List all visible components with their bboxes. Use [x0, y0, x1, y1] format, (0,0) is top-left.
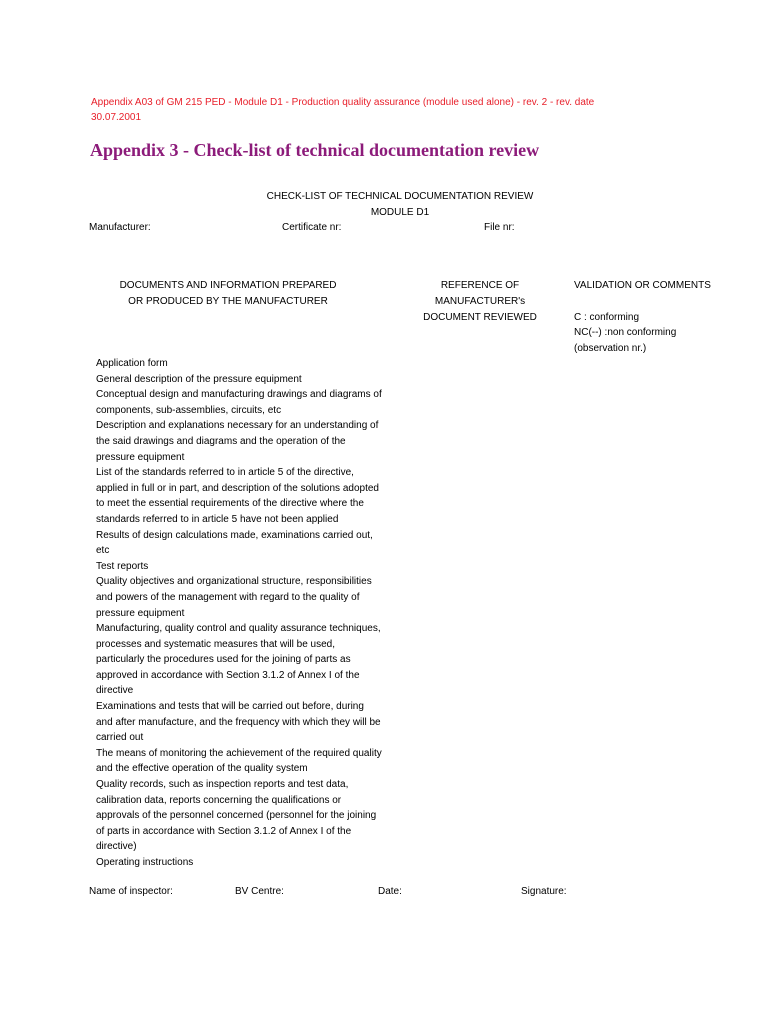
file-label: File nr: — [484, 222, 515, 233]
document-line: General description of the pressure equipment — [96, 373, 302, 385]
page-title: Appendix 3 - Check-list of technical documentation review — [90, 140, 540, 160]
document-line: etc — [96, 545, 110, 557]
date-label: Date: — [378, 886, 402, 897]
documents-header-line-2: OR PRODUCED BY THE MANUFACTURER — [128, 296, 328, 307]
documents-header-line-1: DOCUMENTS AND INFORMATION PREPARED — [119, 280, 337, 291]
document-line: Application form — [96, 358, 168, 369]
document-line: carried out — [96, 732, 144, 744]
signature-label: Signature: — [521, 886, 567, 897]
document-line: directive) — [96, 841, 137, 853]
validation-non-conforming: NC(--) :non conforming — [574, 327, 677, 338]
validation-conforming: C : conforming — [574, 312, 640, 323]
header-line-2: 30.07.2001 — [91, 112, 142, 123]
document-line: and the effective operation of the quality system — [96, 763, 308, 775]
document-line: The means of monitoring the achievement of the required quality — [96, 747, 382, 759]
document-line: Quality objectives and organizational structure, responsibilities — [96, 576, 372, 588]
inspector-label: Name of inspector: — [89, 886, 173, 897]
document-line: Results of design calculations made, examinations carried out, — [96, 529, 373, 541]
document-line: Test reports — [96, 560, 149, 572]
document-line: directive — [96, 685, 134, 697]
subtitle-line-2: MODULE D1 — [370, 207, 430, 218]
document-line: pressure equipment — [96, 607, 185, 619]
document-line: to meet the essential requirements of the directive where the — [96, 498, 364, 510]
manufacturer-label: Manufacturer: — [89, 222, 151, 233]
document-line: calibration data, reports concerning the qualifications or — [96, 794, 342, 806]
header-line-1: Appendix A03 of GM 215 PED - Module D1 - Production quality assurance (module used alone) - rev. 2 - rev. date — [91, 97, 595, 108]
bv-centre-label: BV Centre: — [235, 886, 284, 897]
document-line: the said drawings and diagrams and the operation of the — [96, 435, 346, 447]
document-line: Conceptual design and manufacturing drawings and diagrams of — [96, 389, 382, 401]
subtitle-line-1: CHECK-LIST OF TECHNICAL DOCUMENTATION REVIEW — [266, 191, 534, 202]
document-line: standards referred to in article 5 have not been applied — [96, 513, 339, 525]
document-line: pressure equipment — [96, 451, 185, 463]
reference-header-line-1: REFERENCE OF — [440, 280, 520, 291]
document-line: Examinations and tests that will be carried out before, during — [96, 701, 364, 713]
document-line: Manufacturing, quality control and quality assurance techniques, — [96, 623, 381, 635]
certificate-label: Certificate nr: — [282, 222, 342, 233]
document-line: and powers of the management with regard to the quality of — [96, 591, 360, 603]
document-line: approved in accordance with Section 3.1.2 of Annex I of the — [96, 669, 360, 681]
document-line: Description and explanations necessary for an understanding of — [96, 420, 379, 432]
document-line: List of the standards referred to in article 5 of the directive, — [96, 467, 354, 479]
document-line: particularly the procedures used for the joining of parts as — [96, 654, 351, 666]
document-line: approvals of the personnel concerned (personnel for the joining — [96, 810, 377, 822]
document-line: components, sub-assemblies, circuits, etc — [96, 404, 282, 416]
documents-list — [96, 356, 396, 871]
document-line: processes and systematic measures that will be used, — [96, 638, 335, 650]
reference-header-line-2: MANUFACTURER's — [434, 296, 526, 307]
document-line: and after manufacture, and the frequency with which they will be — [96, 716, 381, 728]
document-line: Operating instructions — [96, 857, 194, 868]
document-line: of parts in accordance with Section 3.1.2 of Annex I of the — [96, 825, 352, 837]
document-line: applied in full or in part, and description of the solutions adopted — [96, 482, 379, 494]
reference-header-line-3: DOCUMENT REVIEWED — [423, 312, 537, 323]
validation-header: VALIDATION OR COMMENTS — [574, 280, 711, 291]
document-line: Quality records, such as inspection reports and test data, — [96, 779, 349, 791]
validation-observation: (observation nr.) — [574, 343, 647, 354]
